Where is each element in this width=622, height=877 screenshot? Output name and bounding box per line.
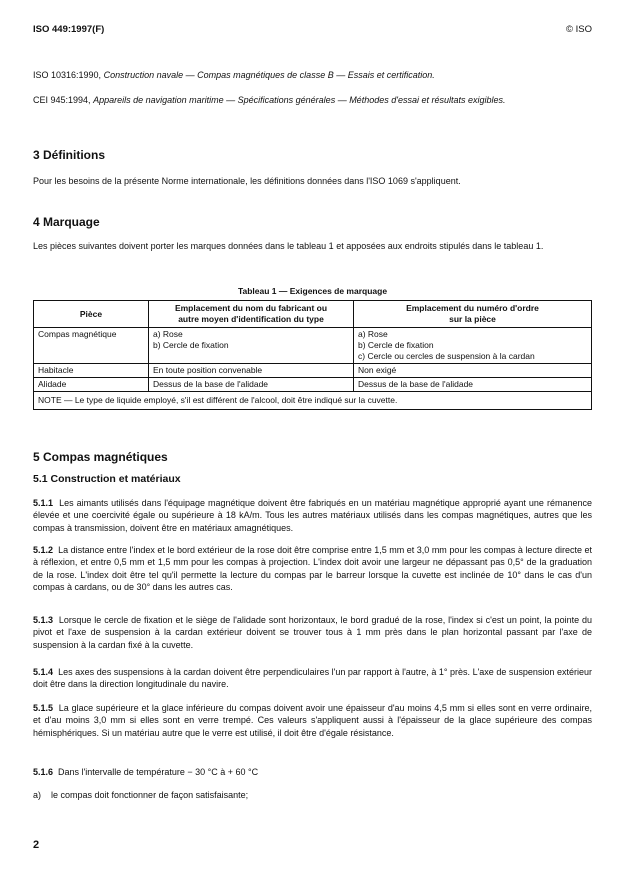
clause-text: Dans l'intervalle de température − 30 °C à + 60 °C (58, 767, 259, 777)
cell-line: a) Rose (153, 329, 183, 339)
page-header (33, 24, 592, 36)
cell (354, 328, 592, 364)
clause-number: 5.1.2 (33, 545, 54, 555)
table-title: Tableau 1 — Exigences de marquage (237, 286, 388, 296)
ref-title: Appareils de navigation maritime — Spécifications générales — Méthodes d'essai et résultats exigibles. (93, 95, 506, 105)
cell: Alidade (34, 378, 149, 392)
section-5-heading: 5 Compas magnétiques (33, 450, 168, 464)
table-row (34, 328, 592, 364)
marking-table (33, 300, 592, 410)
col-header: Emplacement du nom du fabricant ou autre moyen d'identification du type (149, 301, 354, 328)
clause-text: La glace supérieure et la glace inférieure du compas doivent avoir une épaisseur d'au moins 4,5 mm si elles sont en verre ordinaire, et d'au moins 3,0 mm si elles sont en verre trempé. Ces valeurs s'appliquent aussi à l'épaisseur de la glace supérieure des compas hémisphériques. Si un matériau autre que le verre est utilisé, il doit être d'égale résistance. (33, 703, 592, 738)
ref-code: ISO 10316:1990, (33, 70, 102, 80)
reference-1 (33, 69, 592, 81)
cell: Dessus de la base de l'alidade (149, 378, 354, 392)
cell-line: b) Cercle de fixation (153, 340, 229, 350)
cell (149, 328, 354, 364)
section-5-1-heading: 5.1 Construction et matériaux (33, 473, 181, 485)
table-header-row (34, 301, 592, 328)
cell-line: b) Cercle de fixation (358, 340, 434, 350)
reference-2 (33, 94, 592, 106)
section-4-heading: 4 Marquage (33, 215, 100, 229)
copyright: © ISO (565, 24, 592, 35)
clause-number: 5.1.4 (33, 667, 54, 677)
section-4-text: Les pièces suivantes doivent porter les marques données dans le tableau 1 et apposées aux endroits stipulés dans le tableau 1. (33, 241, 544, 251)
doc-id: ISO 449:1997(F) (33, 24, 105, 35)
table-row (34, 378, 592, 392)
clause-5-1-5 (33, 702, 592, 739)
clause-text: Les axes des suspensions à la cardan doivent être perpendiculaires l'un par rapport à l'autre, à 1° près. L'axe de suspension extérieur doit être dans la direction longitudinale du navire. (33, 667, 592, 690)
clause-5-1-2 (33, 544, 592, 594)
ref-title: Construction navale — Compas magnétiques de classe B — Essais et certification. (103, 70, 435, 80)
clause-5-1-1 (33, 497, 592, 534)
clause-text: La distance entre l'index et le bord extérieur de la rose doit être comprise entre 1,5 mm et 3,0 mm pour les compas à lecture directe et à réflexion, et entre 0,5 mm et 1,5 mm pour les compas à projection. L'index doit avoir une largeur ne dépassant pas 0,5° de la graduation de la rose. L'index doit être tel qu'il permette la lecture du compas par le barreur lorsque la cuvette est inclinée de 10° dans le cas d'un compas à cardans, ou de 30° dans les autres cas. (33, 545, 592, 593)
col-header: Emplacement du numéro d'ordre sur la pièce (354, 301, 592, 328)
cell: Non exigé (354, 364, 592, 378)
cell: En toute position convenable (149, 364, 354, 378)
section-3-text: Pour les besoins de la présente Norme internationale, les définitions données dans l'ISO 1069 s'appliquent. (33, 176, 461, 186)
clause-number: 5.1.5 (33, 703, 54, 713)
page-number: 2 (33, 839, 40, 851)
table-row (34, 364, 592, 378)
table-note: NOTE — Le type de liquide employé, s'il est différent de l'alcool, doit être indiqué sur la cuvette. (34, 392, 592, 410)
clause-5-1-6 (33, 766, 592, 778)
cell: Compas magnétique (34, 328, 149, 364)
cell: Dessus de la base de l'alidade (354, 378, 592, 392)
clause-text: Les aimants utilisés dans l'équipage magnétique doivent être fabriqués en un matériau magnétique approprié ayant une rémanence élevée et une coercivité égale ou supérieure à 18 kA/m. Tous les autres matériaux utilisés dans les compas magnétiques, autres que les compas à transmission, doivent être en matériaux amagnétiques. (33, 498, 592, 533)
ref-code: CEI 945:1994, (33, 95, 91, 105)
cell-line: c) Cercle ou cercles de suspension à la cardan (358, 351, 535, 361)
cell-line: a) Rose (358, 329, 388, 339)
clause-number: 5.1.1 (33, 498, 54, 508)
section-3-heading: 3 Définitions (33, 148, 106, 162)
clause-5-1-4 (33, 666, 592, 691)
clause-number: 5.1.3 (33, 615, 54, 625)
clause-text: Lorsque le cercle de fixation et le siège de l'alidade sont horizontaux, le bord gradué de la rose, l'index si c'est un point, la pointe du pivot et l'axe de suspension à la cardan extérieur doivent se trouver tous à 1 mm près dans le plan horizontal passant par l'axe de suspension à la cardan fixé à la cuvette. (33, 615, 592, 650)
list-item-a: a) le compas doit fonctionner de façon satisfaisante; (33, 790, 249, 800)
col-header: Pièce (34, 301, 149, 328)
clause-5-1-3 (33, 614, 592, 651)
table-note-row (34, 392, 592, 410)
clause-number: 5.1.6 (33, 767, 54, 777)
cell: Habitacle (34, 364, 149, 378)
